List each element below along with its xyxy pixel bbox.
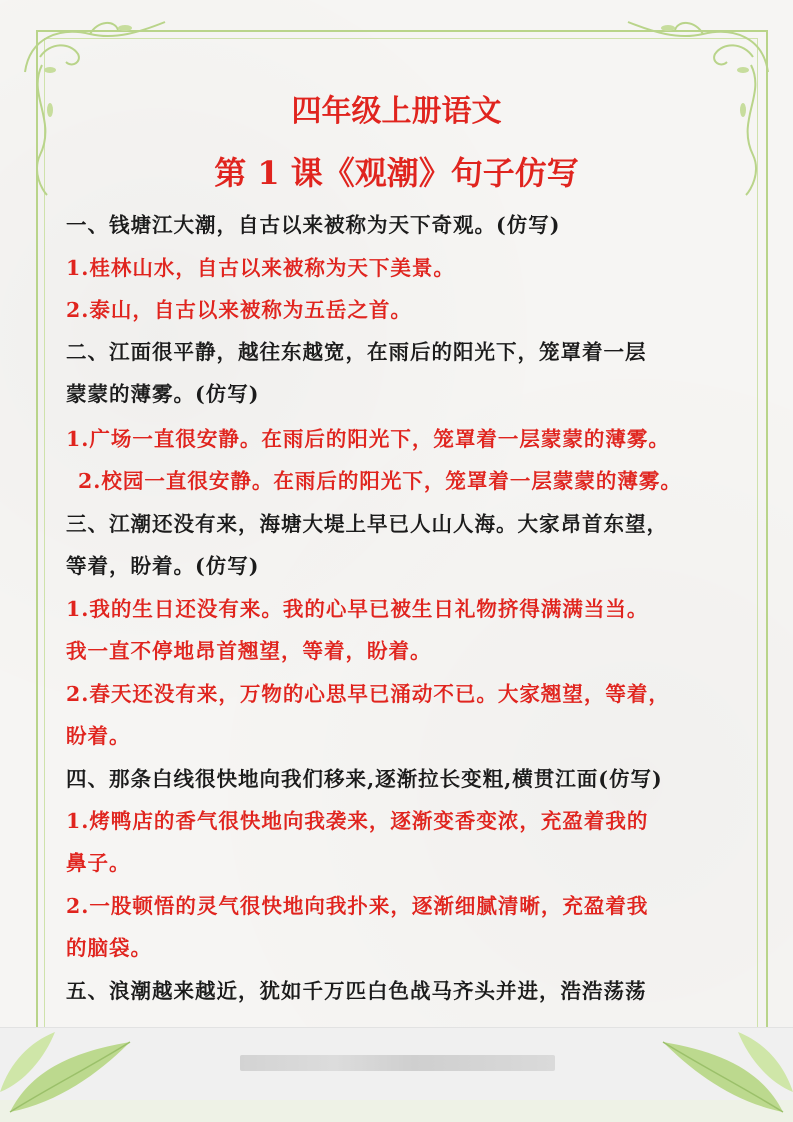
question-line: 五、浪潮越来越近，犹如千万匹白色战马齐头并进，浩浩荡荡 bbox=[66, 979, 647, 1003]
leaf-left-icon bbox=[0, 1012, 150, 1122]
answer-line: 的脑袋。 bbox=[66, 936, 152, 960]
blurred-text-placeholder bbox=[240, 1055, 555, 1071]
answer-line: 2.校园一直很安静。在雨后的阳光下，笼罩着一层蒙蒙的薄雾。 bbox=[78, 469, 682, 493]
answer-line: 我一直不停地昂首翘望，等着，盼着。 bbox=[66, 639, 432, 663]
question-line: 三、江潮还没有来，海塘大堤上早已人山人海。大家昂首东望， bbox=[66, 512, 668, 536]
answer-line: 1.广场一直很安静。在雨后的阳光下，笼罩着一层蒙蒙的薄雾。 bbox=[66, 427, 670, 451]
question-line: 蒙蒙的薄雾。(仿写) bbox=[66, 382, 260, 406]
question-line: 四、那条白线很快地向我们移来,逐渐拉长变粗,横贯江面(仿写) bbox=[66, 767, 663, 791]
question-line: 等着，盼着。(仿写) bbox=[66, 554, 260, 578]
answer-line: 1.我的生日还没有来。我的心早已被生日礼物挤得满满当当。 bbox=[66, 597, 649, 621]
lesson-title: 第 1 课《观潮》句子仿写 bbox=[214, 154, 579, 192]
answer-line: 盼着。 bbox=[66, 724, 131, 748]
answer-line: 鼻子。 bbox=[66, 851, 131, 875]
answer-line: 1.烤鸭店的香气很快地向我袭来，逐渐变香变浓，充盈着我的 bbox=[66, 809, 649, 833]
leaf-right-icon bbox=[643, 1012, 793, 1122]
document-title: 四年级上册语文 bbox=[291, 94, 502, 129]
answer-line: 2.春天还没有来，万物的心思早已涌动不已。大家翘望，等着， bbox=[66, 682, 670, 706]
question-line: 一、钱塘江大潮，自古以来被称为天下奇观。(仿写) bbox=[66, 213, 561, 237]
answer-line: 2.一股顿悟的灵气很快地向我扑来，逐渐细腻清晰，充盈着我 bbox=[66, 894, 649, 918]
answer-line: 1.桂林山水，自古以来被称为天下美景。 bbox=[66, 256, 455, 280]
question-line: 二、江面很平静，越往东越宽，在雨后的阳光下，笼罩着一层 bbox=[66, 340, 647, 364]
answer-line: 2.泰山，自古以来被称为五岳之首。 bbox=[66, 298, 412, 322]
